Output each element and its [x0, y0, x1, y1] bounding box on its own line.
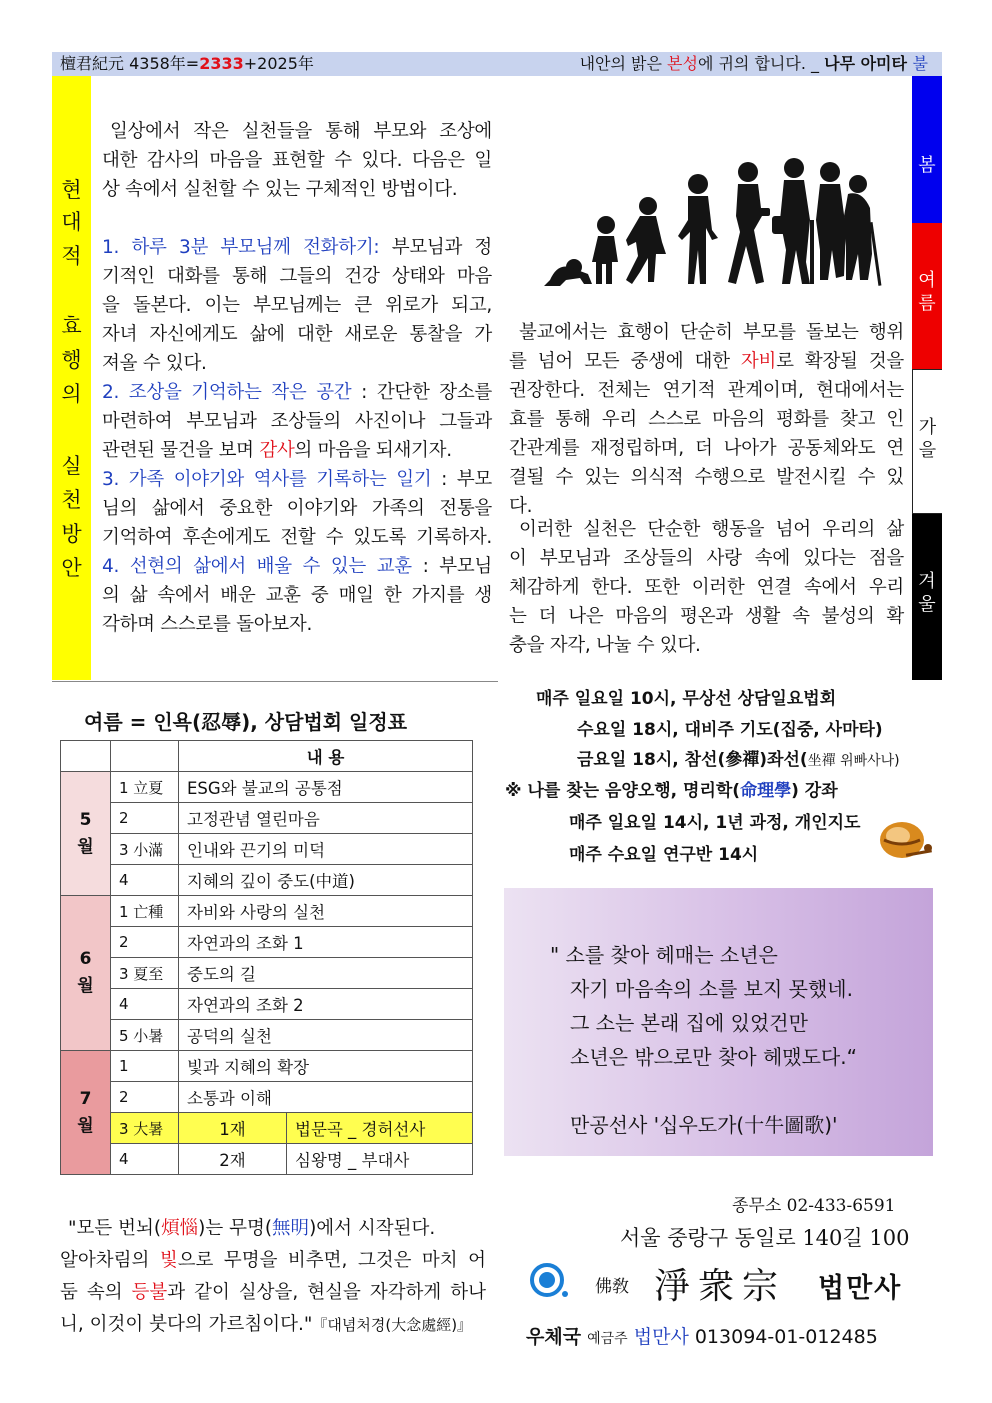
lecture-sunday: 매주 일요일 14시, 1년 과정, 개인지도 [569, 813, 861, 833]
season-winter: 겨 울 [912, 514, 942, 680]
month-july: 7 월 [61, 1051, 111, 1175]
vertical-title-char: 실 [61, 454, 82, 478]
lecture-title: ※ 나를 찾는 음양오행, 명리학(命理學) 강좌 [505, 781, 838, 801]
season-autumn: 가 을 [912, 369, 942, 514]
vertical-title-char: 방 [61, 522, 82, 546]
vertical-title-char: 효 [61, 314, 82, 338]
moktak-icon [876, 814, 934, 864]
quote-box [504, 888, 933, 1156]
table-row: 2 자연과의 조화 1 [61, 927, 473, 958]
table-row: 6 월 1 亡種 자비와 사랑의 실천 [61, 896, 473, 927]
season-spring: 봄 [912, 76, 942, 223]
service-friday: 금요일 18시, 참선(參禪)좌선(坐禪 위빠사나) [577, 750, 900, 770]
table-row-highlight: 3 大暑 1재 법문곡 _ 경허선사 [61, 1113, 473, 1144]
vertical-title-char: 대 [61, 210, 82, 234]
table-row: 4 지혜의 깊이 중도(中道) [61, 865, 473, 896]
table-row: 4 자연과의 조화 2 [61, 989, 473, 1020]
practice-meaning-paragraph: 이러한 실천은 단순한 행동을 넘어 우리의 삶 이 부모님과 조상들의 사랑 속에 있다는 점을 체감하게 한다. 또한 이러한 연결 속에서 우리 는 더 나은 마음의 평온과 생활 속 불성의 확 충을 자각, 나눌 수 있다. [509, 519, 904, 656]
service-wednesday: 수요일 18시, 대비주 기도(집중, 사마타) [577, 720, 883, 740]
bank-account: 우체국 예금주 법만사 013094-01-012485 [526, 1326, 878, 1348]
section-divider [52, 681, 498, 682]
header-bar [52, 52, 942, 76]
buddhist-filial-paragraph: 불교에서는 효행이 단순히 부모를 돌보는 행위 를 넘어 모든 중생에 대한 자비로 확장될 것을 권장한다. 전체는 연기적 관계이며, 현대에서는 효를 통해 우리 스스로 마음의 평화를 찾고 인 간관계를 재정립하며, 더 나아가 공동체와도 연 결될 수 있는 의식적 수행으로 발전시킬 수 있 다. [509, 322, 904, 517]
office-phone: 종무소 02-433-6591 [732, 1196, 896, 1216]
motto: 내안의 밝은 본성에 귀의 합니다. _ 나무 아미타 불 [579, 54, 928, 73]
vertical-title-char: 안 [61, 556, 82, 580]
table-row: 5 월 1 立夏 ESG와 불교의 공통점 [61, 772, 473, 803]
vertical-title-char: 천 [61, 488, 82, 512]
practice-item-3: 3. 가족 이야기와 역사를 기록하는 일기 : 부모 님의 삶에서 중요한 이야기와 가족의 전통을 기억하여 후손에게도 전할 수 있도록 기록하자. [102, 469, 492, 548]
table-row: 7 월 1 빛과 지혜의 확장 [61, 1051, 473, 1082]
quote-line: " 소를 찾아 헤매는 소년은 [550, 943, 778, 967]
table-header-row [61, 741, 473, 772]
intro-paragraph: 일상에서 작은 실천들을 통해 부모와 조상에 대한 감사의 마음을 표현할 수 있다. 다음은 일 상 속에서 실천할 수 있는 구체적인 방법이다. [102, 121, 492, 200]
practice-list [102, 233, 492, 639]
table-row: 3 夏至 중도의 길 [61, 958, 473, 989]
month-june: 6 월 [61, 896, 111, 1051]
quote-line: 자기 마음속의 소를 보지 못했네. [570, 977, 853, 1001]
vertical-title-char: 행 [61, 348, 82, 372]
address: 서울 중랑구 동일로 140길 100 [620, 1226, 910, 1250]
service-sunday: 매주 일요일 10시, 무상선 상담일요법회 [536, 689, 837, 709]
sect-logo-icon [527, 1260, 571, 1300]
life-stages-silhouette [540, 150, 885, 290]
schedule-table [60, 740, 473, 1175]
practice-item-1: 1. 하루 3분 부모님께 전화하기: 부모님과 정 기적인 대화를 통해 그들의 건강 상태와 마음 을 돌본다. 이는 부모님께는 큰 위로가 되고, 자녀 자신에게도 삶에 대한 새로운 통찰을 가 져올 수 있다. [102, 237, 492, 374]
month-may: 5 월 [61, 772, 111, 896]
table-row: 4 2재 심왕명 _ 부대사 [61, 1144, 473, 1175]
vertical-title-char: 의 [61, 382, 82, 406]
practice-item-2: 2. 조상을 기억하는 작은 공간 : 간단한 장소를 마련하여 부모님과 조상들의 사진이나 그들과 관련된 물건을 보며 감사의 마음을 되새기자. [102, 382, 493, 461]
table-header: 내 용 [179, 741, 473, 772]
vertical-title-char: 적 [61, 244, 82, 268]
schedule-title: 여름 = 인욕(忍辱), 상담법회 일정표 [84, 710, 408, 734]
quote-line: 그 소는 본래 집에 있었건만 [570, 1011, 808, 1035]
table-row: 3 小滿 인내와 끈기의 미덕 [61, 834, 473, 865]
practice-item-4: 4. 선현의 삶에서 배울 수 있는 교훈 : 부모님 의 삶 속에서 배운 교훈 중 매일 한 가지를 생 각하며 스스로를 돌아보자. [102, 556, 492, 635]
quote-line: 소년은 밖으로만 찾아 헤맸도다.“ [570, 1045, 857, 1069]
org-name: 淨衆宗 [654, 1266, 787, 1307]
temple-name: 법만사 [818, 1273, 903, 1304]
org-type: 佛敎 [595, 1277, 629, 1297]
vertical-title-char: 현 [61, 178, 82, 202]
era-date: 檀君紀元 4358年=2333+2025年 [60, 54, 314, 73]
quote-source: 만공선사 '십우도가(十牛圖歌)' [570, 1113, 838, 1137]
table-row: 2 고정관념 열린마음 [61, 803, 473, 834]
lecture-wednesday: 매주 수요일 연구반 14시 [569, 845, 759, 865]
table-row: 5 小暑 공덕의 실천 [61, 1020, 473, 1051]
vertical-title [52, 76, 91, 680]
season-summer: 여 름 [912, 223, 942, 369]
table-row: 2 소통과 이해 [61, 1082, 473, 1113]
sutra-quote: "모든 번뇌(煩惱)는 무명(無明)에서 시작된다. 알아차림의 빛으로 무명을 비추면, 그것은 마치 어 둠 속의 등불과 같이 실상을, 현실을 자각하게 하나 니, 이것이 붓다의 가르침이다."『대념처경(大念處經)』 [60, 1218, 486, 1335]
